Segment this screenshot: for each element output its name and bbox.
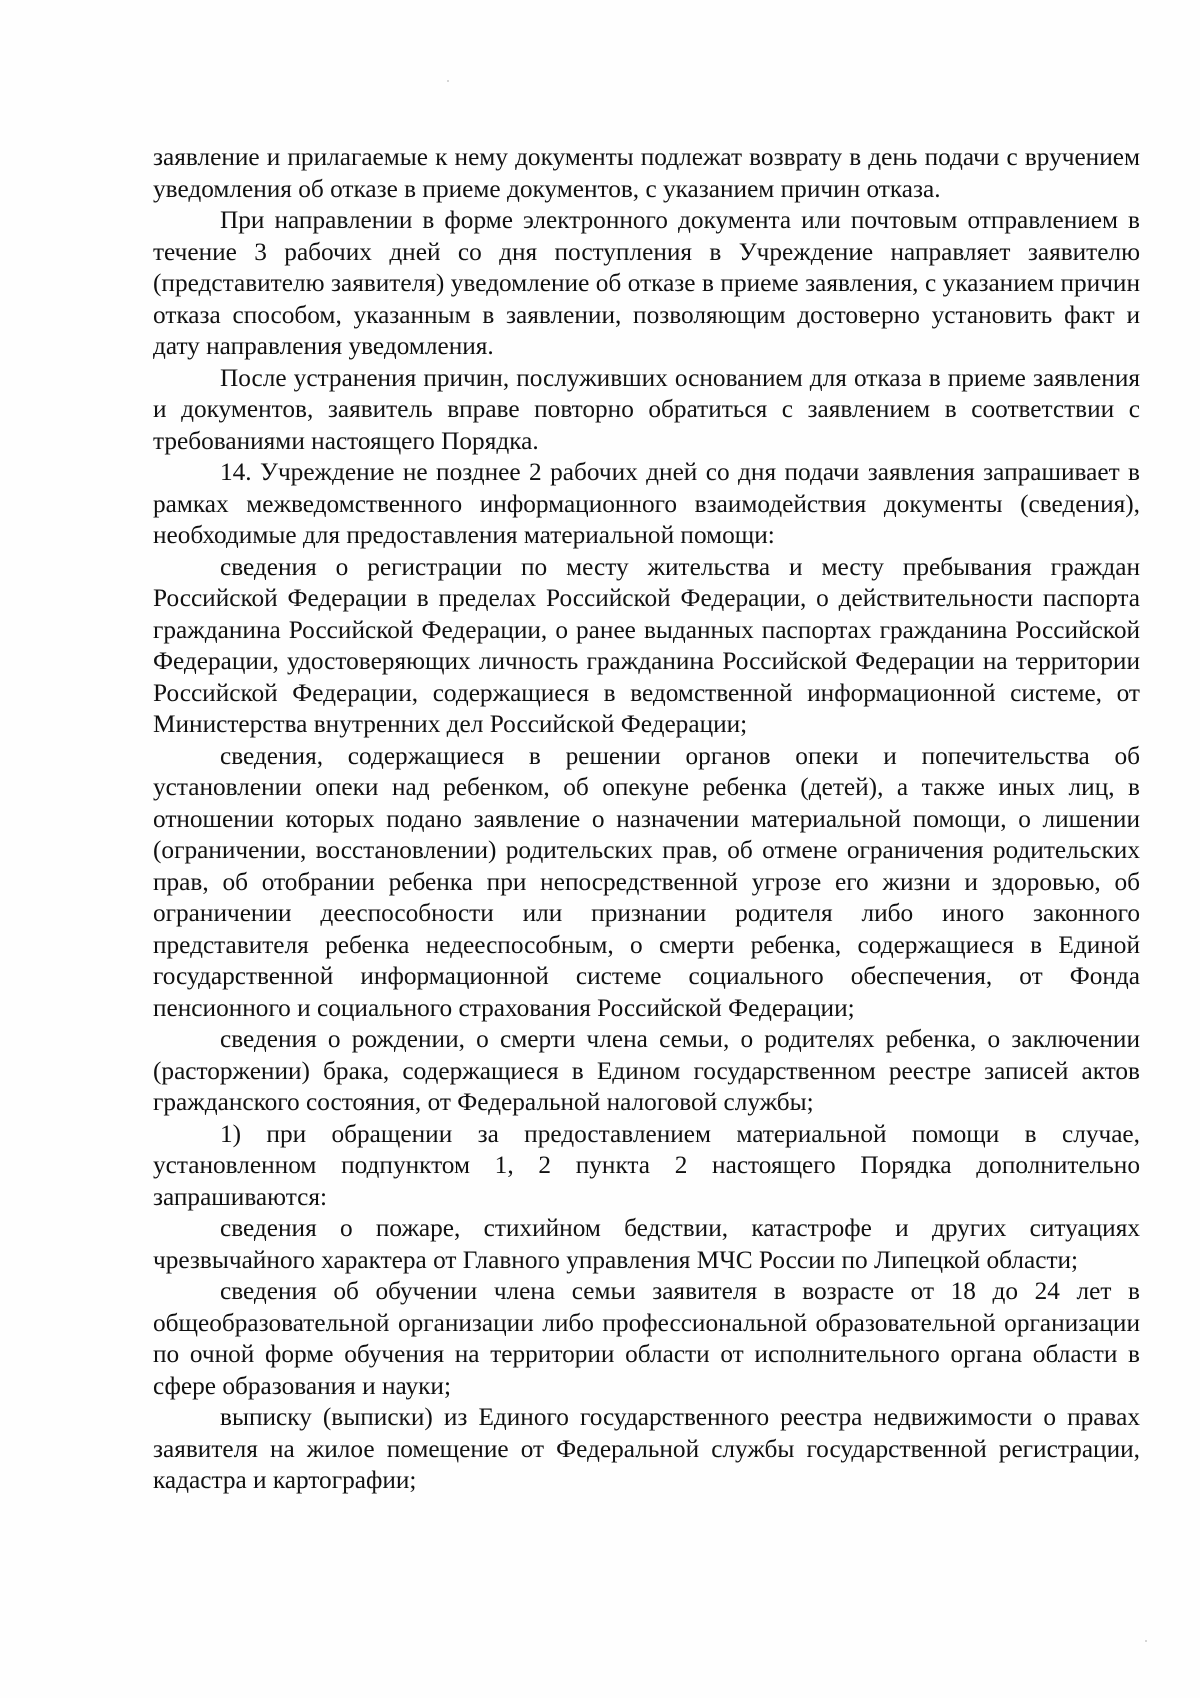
paragraph-continuation: заявление и прилагаемые к нему документы подлежат возврату в день подачи с вручением уведомления об отказе в приеме документов, с указанием причин отказа. [153,143,1140,203]
paragraph-guardianship-info: сведения, содержащиеся в решении органов опеки и попечительства об установлении опеки над ребенком, об опекуне ребенка (детей), а также иных лиц, в отношении которых подано заявление о назначении материальной помощи, о лишении (ограничении, восстановлении) родительских прав, об отмене ограничения родительских прав, об отобрании ребенка при непосредственной угрозе его жизни и здоровью, об ограничении дееспособности или признании родителя либо иного законного представителя ребенка недееспособным, о смерти ребенка, содержащиеся в Единой государственной информационной системе социального обеспечения, от Фонда пенсионного и социального страхования Российской Федерации; [153,741,1140,1022]
scan-speck [447,80,449,82]
paragraph-education-info: сведения об обучении члена семьи заявителя в возрасте от 18 до 24 лет в общеобразовательной организации либо профессиональной образовательной организации по очной форме обучения на территории области от исполнительного органа области в сфере образования и науки; [153,1277,1140,1400]
document-body [153,142,1140,1497]
paragraph-registration-info: сведения о регистрации по месту жительства и месту пребывания граждан Российской Федерации в пределах Российской Федерации, о действительности паспорта гражданина Российской Федерации, о ранее выданных паспортах гражданина Российской Федерации, удостоверяющих личность гражданина Российской Федерации на территории Российской Федерации, содержащиеся в ведомственной информационной системе, от Министерства внутренних дел Российской Федерации; [153,552,1140,738]
paragraph-resubmission: После устранения причин, послуживших основанием для отказа в приеме заявления и документов, заявитель вправе повторно обратиться с заявлением в соответствии с требованиями настоящего Порядка. [153,363,1140,455]
paragraph-real-estate-extract: выписку (выписки) из Единого государственного реестра недвижимости о правах заявителя на жилое помещение от Федеральной службы государственной регистрации, кадастра и картографии; [153,1403,1140,1494]
paragraph-emergency-info: сведения о пожаре, стихийном бедствии, катастрофе и других ситуациях чрезвычайного характера от Главного управления МЧС России по Липецкой области; [153,1214,1140,1274]
scan-speck [1145,1640,1147,1642]
paragraph-item-14: 14. Учреждение не позднее 2 рабочих дней со дня подачи заявления запрашивает в рамках межведомственного информационного взаимодействия документы (сведения), необходимые для предоставления материальной помощи: [153,458,1140,549]
paragraph-electronic-submission: При направлении в форме электронного документа или почтовым отправлением в течение 3 рабочих дней со дня поступления в Учреждение направляет заявителю (представителю заявителя) уведомление об отказе в приеме заявления, с указанием причин отказа способом, указанным в заявлении, позволяющим достоверно установить факт и дату направления уведомления. [153,206,1140,360]
paragraph-subitem-1: 1) при обращении за предоставлением материальной помощи в случае, установленном подпунктом 1, 2 пункта 2 настоящего Порядка дополнительно запрашиваются: [153,1119,1140,1211]
paragraph-civil-status-info: сведения о рождении, о смерти члена семьи, о родителях ребенка, о заключении (расторжении) брака, содержащиеся в Едином государственном реестре записей актов гражданского состояния, от Федеральной налоговой службы; [153,1025,1140,1116]
